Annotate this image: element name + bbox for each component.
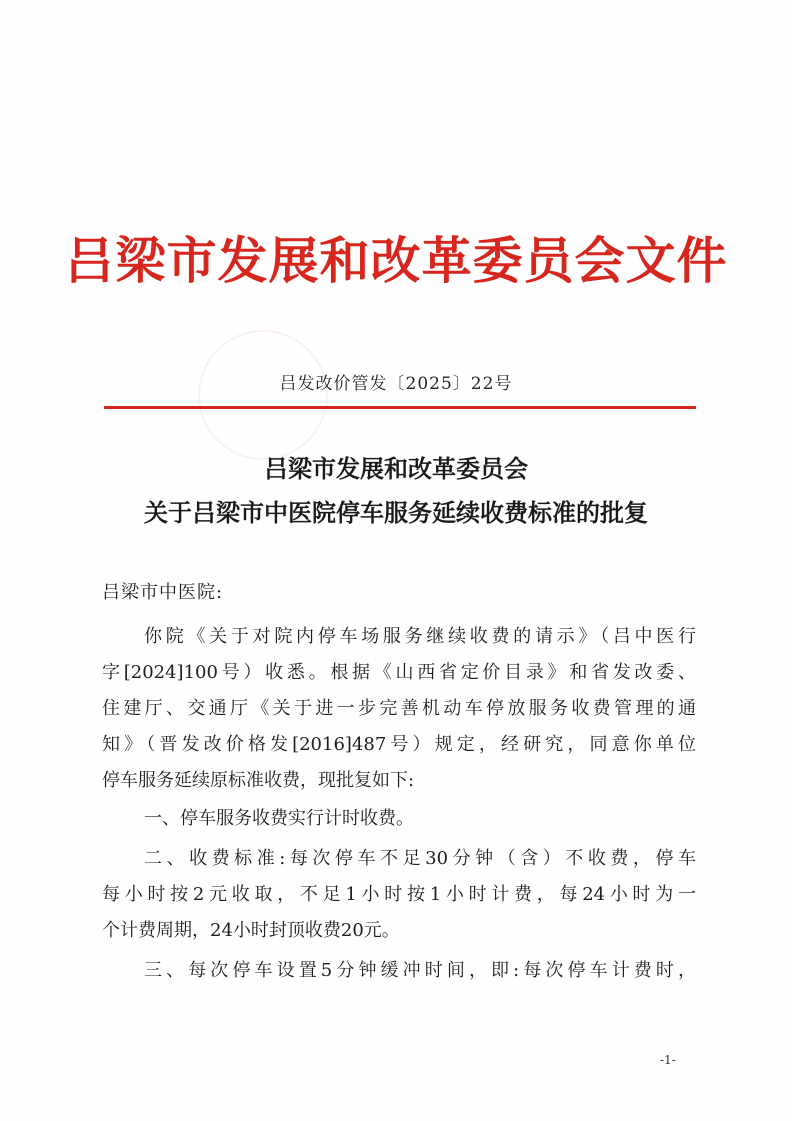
body-line-1: 你院《关于对院内停车场服务继续收费的请示》（吕中医行 xyxy=(144,626,696,647)
header-divider xyxy=(104,406,696,409)
addressee: 吕梁市中医院: xyxy=(102,582,224,603)
page-number: -1- xyxy=(660,1053,676,1067)
body-line-6: 一、停车服务收费实行计时收费。 xyxy=(144,808,414,829)
body-line-9: 个计费周期，24小时封顶收费20元。 xyxy=(102,920,400,941)
body-line-4: 知》（晋发改价格发[2016]487号）规定，经研究，同意你单位 xyxy=(102,734,696,755)
body-line-8: 每小时按2元收取，不足1小时按1小时计费，每24小时为一 xyxy=(102,884,696,905)
body-line-2: 字[2024]100号）收悉。根据《山西省定价目录》和省发改委、 xyxy=(102,662,696,683)
document-header: 吕梁市发展和改革委员会文件 xyxy=(64,231,728,290)
document-number: 吕发改价管发〔2025〕22号 xyxy=(279,374,513,394)
body-line-3: 住建厅、交通厅《关于进一步完善机动车停放服务收费管理的通 xyxy=(102,698,696,719)
document-title-line-2: 关于吕梁市中医院停车服务延续收费标准的批复 xyxy=(144,498,648,527)
document-title-line-1: 吕梁市发展和改革委员会 xyxy=(264,454,528,483)
body-line-10: 三、每次停车设置5分钟缓冲时间，即:每次停车计费时， xyxy=(144,960,696,981)
body-line-5: 停车服务延续原标准收费，现批复如下: xyxy=(102,770,415,791)
body-line-7: 二、收费标准:每次停车不足30分钟（含）不收费，停车 xyxy=(144,848,696,869)
